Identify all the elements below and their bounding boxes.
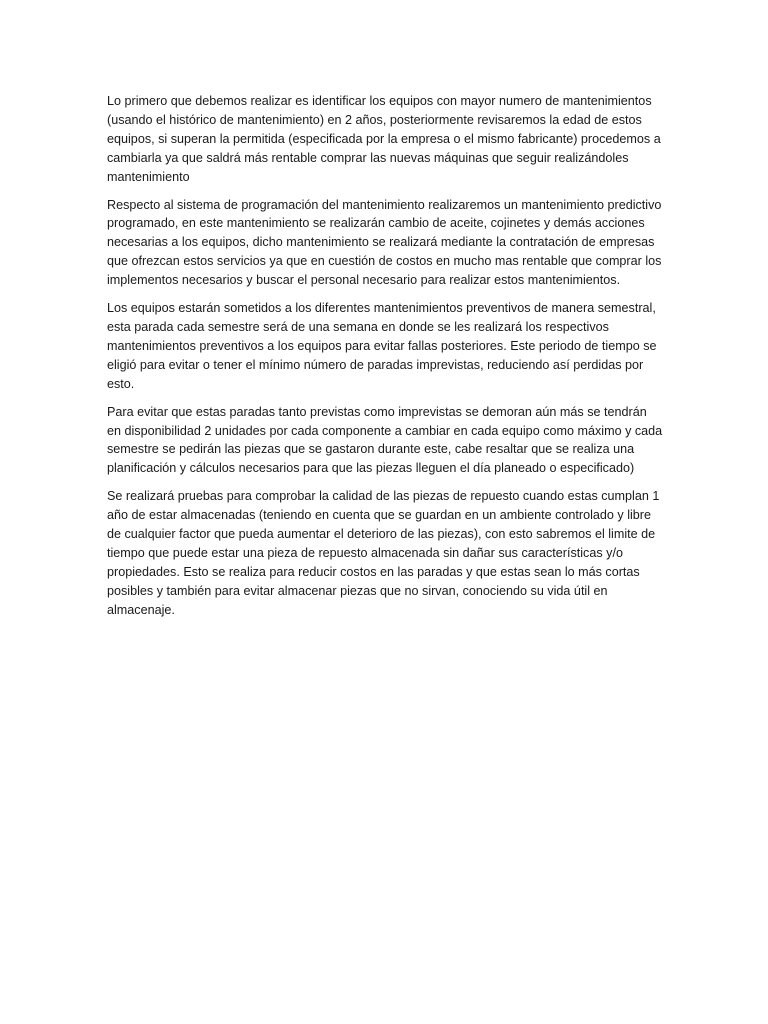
paragraph-3: Los equipos estarán sometidos a los diferentes mantenimientos preventivos de manera semestral, esta parada cada semestre será de una semana en donde se les realizará los respectivos mantenimientos preventivos a los equipos para evitar fallas posteriores. Este periodo de tiempo se eligió para evitar o tener el mínimo número de paradas imprevistas, reduciendo así perdidas por esto. xyxy=(107,301,657,391)
paragraph-2: Respecto al sistema de programación del mantenimiento realizaremos un mantenimiento predictivo programado, en este mantenimiento se realizarán cambio de aceite, cojinetes y demás acciones necesarias a los equipos, dicho mantenimiento se realizará mediante la contratación de empresas que ofrezcan estos servicios ya que en cuestión de costos en mucho mas rentable que comprar los implementos necesarios y buscar el personal necesario para realizar estos mantenimientos. xyxy=(107,197,662,288)
document-body xyxy=(107,92,663,629)
paragraph-5: Se realizará pruebas para comprobar la calidad de las piezas de repuesto cuando estas cumplan 1 año de estar almacenadas (teniendo en cuenta que se guardan en un ambiente controlado y libre de cualquier factor que pueda aumentar el deterioro de las piezas), con esto sabremos el limite de tiempo que puede estar una pieza de repuesto almacenada sin dañar sus características y/o propiedades. Esto se realiza para reducir costos en las paradas y que estas sean lo más cortas posibles y también para evitar almacenar piezas que no sirvan, conociendo su vida útil en almacenaje. xyxy=(107,489,660,617)
paragraph-1: Lo primero que debemos realizar es identificar los equipos con mayor numero de mantenimientos (usando el histórico de mantenimiento) en 2 años, posteriormente revisaremos la edad de estos equipos, si superan la permitida (especificada por la empresa o el mismo fabricante) procedemos a cambiarla ya que saldrá más rentable comprar las nuevas máquinas que seguir realizándoles mantenimiento xyxy=(107,94,661,184)
paragraph-4: Para evitar que estas paradas tanto previstas como imprevistas se demoran aún más se tendrán en disponibilidad 2 unidades por cada componente a cambiar en cada equipo como máximo y cada semestre se pedirán las piezas que se gastaron durante este, cabe resaltar que se realiza una planificación y cálculos necesarios para que las piezas lleguen el día planeado o especificado) xyxy=(107,404,663,476)
